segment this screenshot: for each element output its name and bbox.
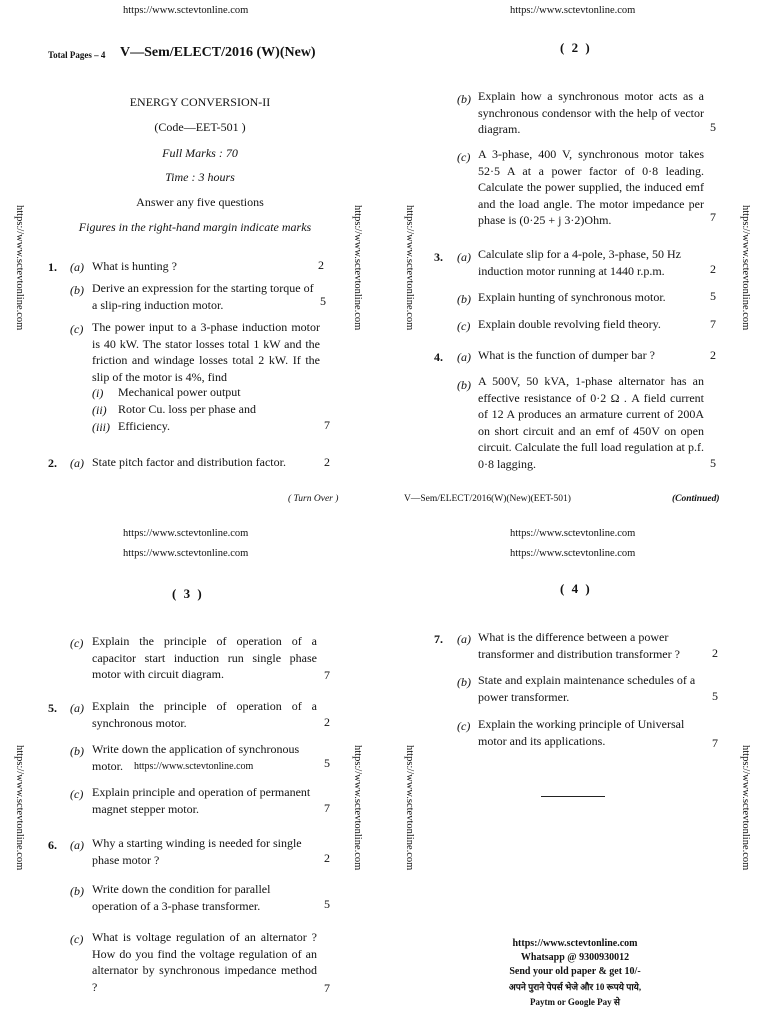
sub-label: (a) <box>457 350 471 364</box>
question-number: 7. <box>434 632 443 646</box>
header-url-right[interactable]: https://www.sctevtonline.com <box>510 5 636 16</box>
question-text: Explain how a synchronous motor acts as a synchronous condensor with the help of vector diagram. <box>478 89 704 136</box>
question-number: 6. <box>48 838 57 852</box>
marks: 7 <box>324 668 330 682</box>
end-rule <box>541 796 605 797</box>
vertical-url[interactable]: https://www.sctevtonline.com <box>740 745 751 871</box>
question-text: State and explain maintenance schedules of a power transformer. <box>478 673 696 704</box>
header-url-left[interactable]: https://www.sctevtonline.com <box>123 5 249 16</box>
marks: 2 <box>324 851 330 865</box>
marks: 5 <box>320 294 326 308</box>
vertical-url[interactable]: https://www.sctevtonline.com <box>404 745 415 871</box>
question-number: 1. <box>48 260 57 274</box>
marks: 5 <box>324 897 330 911</box>
question-text: Efficiency. <box>118 419 170 433</box>
marks: 5 <box>710 120 716 134</box>
sub-label: (c) <box>70 322 84 336</box>
question-text: Explain principle and operation of permanent magnet stepper motor. <box>92 785 311 816</box>
marks: 5 <box>710 289 716 303</box>
paper-header: V—Sem/ELECT/2016 (W)(New) <box>120 45 316 60</box>
mid-url-right-1[interactable]: https://www.sctevtonline.com <box>510 528 636 539</box>
continued: (Continued) <box>672 494 720 504</box>
question-text: Rotor Cu. loss per phase and <box>118 402 256 416</box>
sub-label: (c) <box>70 932 84 946</box>
marks: 7 <box>710 210 716 224</box>
question-text: Explain hunting of synchronous motor. <box>478 290 666 304</box>
promo-whatsapp: Whatsapp @ 9300930012 <box>520 952 630 963</box>
question-text: What is the function of dumper bar ? <box>478 348 655 362</box>
marks: 7 <box>710 317 716 331</box>
question-text: Explain the principle of operation of a capacitor start induction run single phase motor with circuit diagram. <box>92 634 317 681</box>
marks: 2 <box>324 455 330 469</box>
question-text: Why a starting winding is needed for single phase motor ? <box>92 836 302 867</box>
turn-over: ( Turn Over ) <box>288 494 339 504</box>
question-text: What is hunting ? <box>92 259 177 273</box>
marks-instruction: Figures in the right-hand margin indicate marks <box>78 220 312 234</box>
vertical-url[interactable]: https://www.sctevtonline.com <box>14 745 25 871</box>
page-number: ( 2 ) <box>560 40 592 55</box>
question-text: State pitch factor and distribution factor. <box>92 455 286 469</box>
inline-url[interactable]: https://www.sctevtonline.com <box>134 761 254 772</box>
subject-title: ENERGY CONVERSION-II <box>129 95 271 109</box>
sub-label: (a) <box>457 632 471 646</box>
question-number: 4. <box>434 350 443 364</box>
promo-hindi: अपने पुराने पेपर्स भेजे और 10 रूपये पाये, <box>508 982 642 992</box>
question-number: 3. <box>434 250 443 264</box>
sub-label: (b) <box>70 744 84 758</box>
sub-label: (b) <box>457 378 471 392</box>
marks: 2 <box>712 646 718 660</box>
marks: 7 <box>324 801 330 815</box>
marks: 2 <box>710 348 716 362</box>
marks: 7 <box>324 981 330 995</box>
answer-instruction: Answer any five questions <box>136 195 264 209</box>
question-text: The power input to a 3-phase induction motor is 40 kW. The stator losses total 1 kW and the friction and windage losses total 2 kW. If the slip of the motor is 4%, find <box>92 320 320 384</box>
question-text: A 500V, 50 kVA, 1-phase alternator has an effective resistance of 0·2 Ω . A field current of 12 A produces an armature current of 200A on short circuit and an emf of 450V on open circuit. Calculate the full load regulation at p.f. 0·8 lagging. <box>478 374 704 471</box>
sub-label: (a) <box>70 456 84 470</box>
sub-label: (b) <box>457 675 471 689</box>
marks: 7 <box>324 418 330 432</box>
vertical-url[interactable]: https://www.sctevtonline.com <box>352 745 363 871</box>
question-text: Explain the principle of operation of a synchronous motor. <box>92 699 317 730</box>
sub-label: (iii) <box>92 420 110 434</box>
vertical-url[interactable]: https://www.sctevtonline.com <box>740 205 751 331</box>
sub-label: (c) <box>457 319 471 333</box>
question-text: A 3-phase, 400 V, synchronous motor takes 52·5 A at a power factor of 0·8 leading. Calculate the power supplied, the induced emf and the load angle. The motor impedance per phase is (0·25 + j 3·2)Ohm. <box>478 147 704 227</box>
question-text: What is voltage regulation of an alternator ? How do you find the voltage regulation of an alternator by synchronous impedance method ? <box>92 930 317 994</box>
question-text: Write down the condition for parallel operation of a 3-phase transformer. <box>92 882 271 913</box>
page-number: ( 3 ) <box>172 586 204 601</box>
time-allowed: Time : 3 hours <box>165 170 235 184</box>
mid-url-left-1[interactable]: https://www.sctevtonline.com <box>123 528 249 539</box>
sub-label: (a) <box>70 260 84 274</box>
page-number: ( 4 ) <box>560 581 592 596</box>
question-number: 5. <box>48 701 57 715</box>
sub-label: (a) <box>457 250 471 264</box>
promo-send: Send your old paper & get 10/- <box>509 966 641 977</box>
sub-label: (c) <box>70 636 84 650</box>
paper-footer: V—Sem/ELECT/2016(W)(New)(EET-501) <box>404 494 571 504</box>
question-text: Write down the application of synchronous motor. <box>92 742 300 773</box>
vertical-url[interactable]: https://www.sctevtonline.com <box>404 205 415 331</box>
question-number: 2. <box>48 456 57 470</box>
sub-label: (c) <box>457 719 471 733</box>
sub-label: (c) <box>70 787 84 801</box>
question-text: Explain double revolving field theory. <box>478 317 661 331</box>
question-text: Calculate slip for a 4-pole, 3-phase, 50 Hz induction motor running at 1440 r.p.m. <box>478 247 681 278</box>
promo-url[interactable]: https://www.sctevtonline.com <box>512 938 638 949</box>
sub-label: (b) <box>70 884 84 898</box>
sub-label: (c) <box>457 150 471 164</box>
marks: 5 <box>710 456 716 470</box>
vertical-url[interactable]: https://www.sctevtonline.com <box>352 205 363 331</box>
marks: 5 <box>712 689 718 703</box>
sub-label: (b) <box>457 92 471 106</box>
marks: 5 <box>324 756 330 770</box>
marks: 2 <box>318 258 324 272</box>
question-text: Derive an expression for the starting torque of a slip-ring induction motor. <box>92 281 314 312</box>
sub-label: (b) <box>457 292 471 306</box>
full-marks: Full Marks : 70 <box>162 146 238 160</box>
sub-label: (a) <box>70 838 84 852</box>
vertical-url[interactable]: https://www.sctevtonline.com <box>14 205 25 331</box>
marks: 2 <box>324 715 330 729</box>
sub-label: (ii) <box>92 403 107 417</box>
marks: 7 <box>712 736 718 750</box>
sub-label: (a) <box>70 701 84 715</box>
question-text: What is the difference between a power transformer and distribution transformer ? <box>478 630 680 661</box>
total-pages: Total Pages – 4 <box>48 50 106 60</box>
subject-code: (Code—EET-501 ) <box>154 120 246 134</box>
question-text: Explain the working principle of Universal motor and its applications. <box>478 717 685 748</box>
mid-url-left-2[interactable]: https://www.sctevtonline.com <box>123 548 249 559</box>
mid-url-right-2[interactable]: https://www.sctevtonline.com <box>510 548 636 559</box>
promo-pay: Paytm or Google Pay से <box>530 997 620 1007</box>
marks: 2 <box>710 262 716 276</box>
sub-label: (b) <box>70 283 84 297</box>
sub-label: (i) <box>92 386 104 400</box>
question-text: Mechanical power output <box>118 385 241 399</box>
